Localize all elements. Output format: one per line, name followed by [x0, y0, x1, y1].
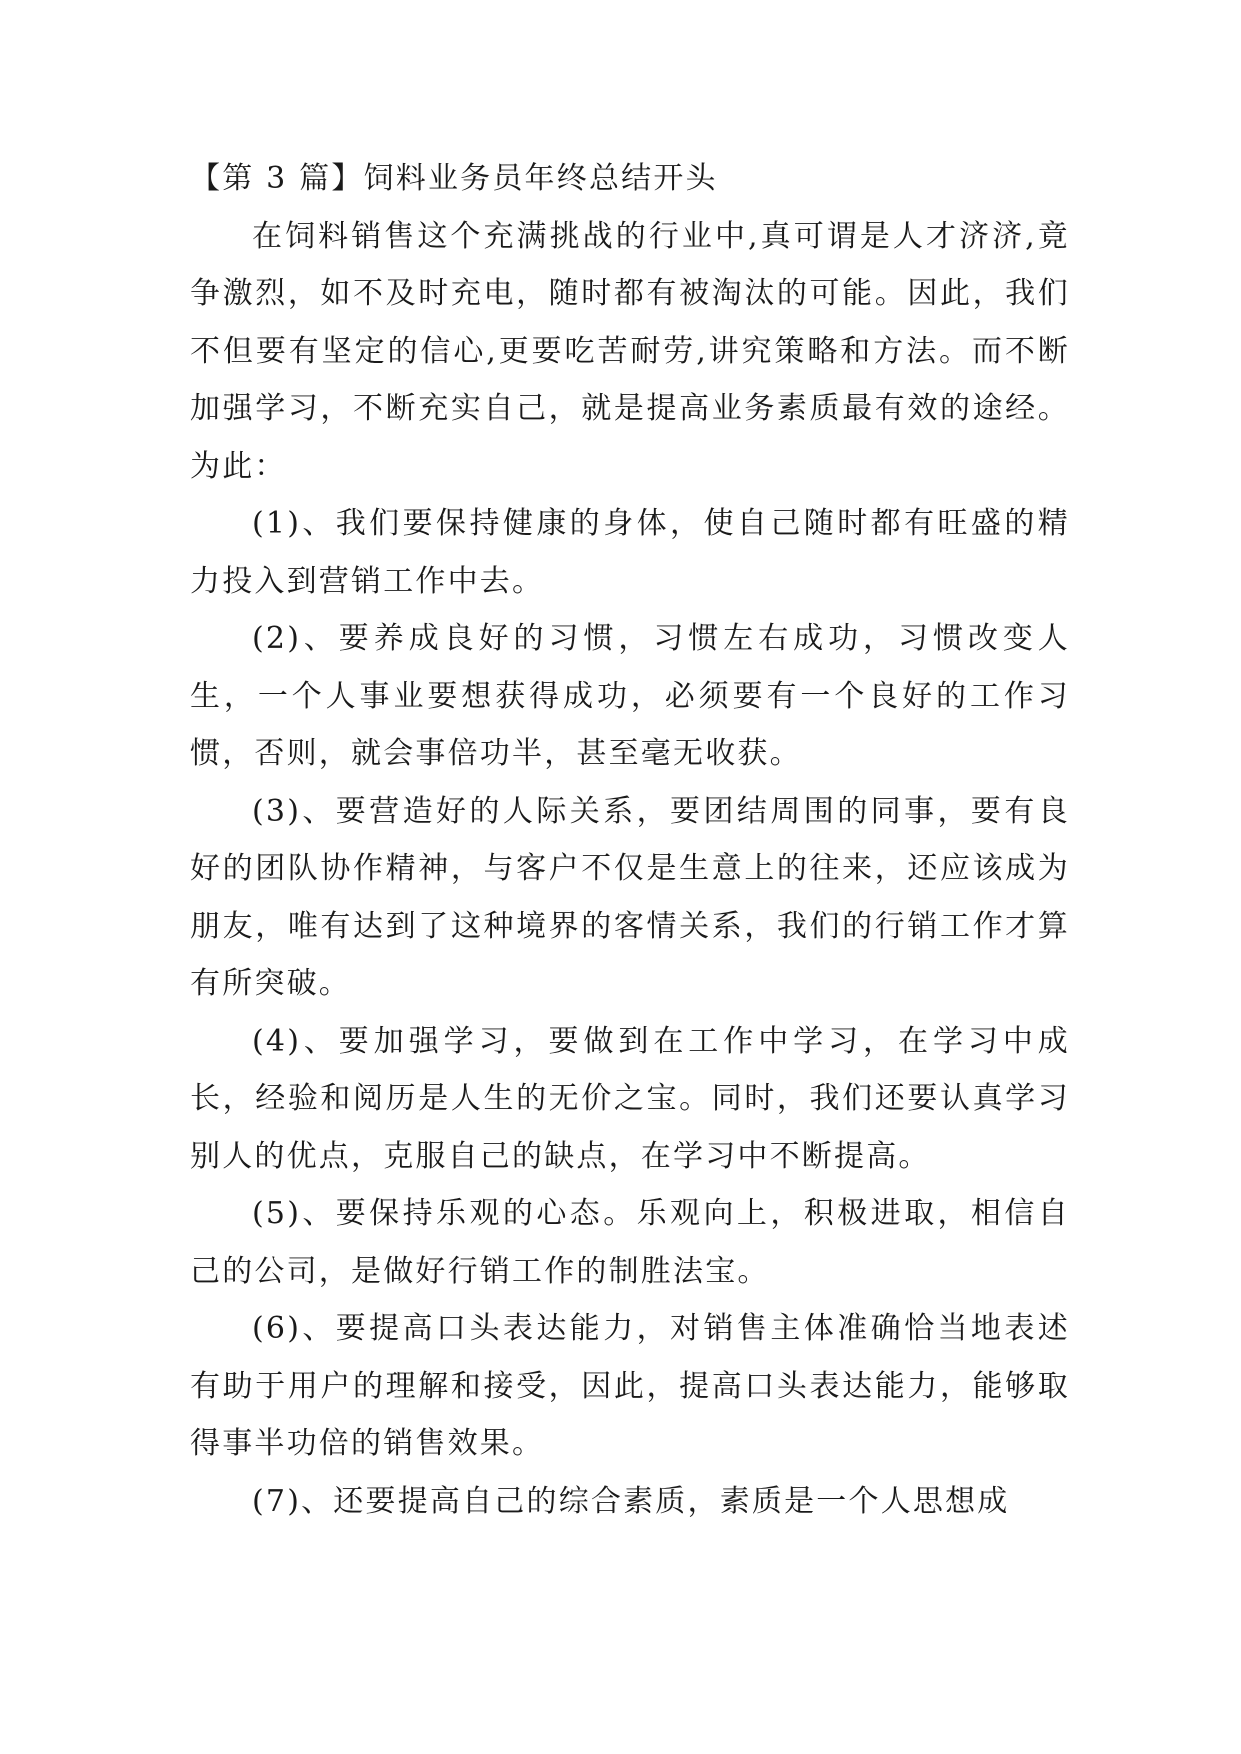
- document-title: 【第 3 篇】饲料业务员年终总结开头: [190, 161, 718, 196]
- document-body: [190, 150, 1070, 1530]
- paragraph-intro: 在饲料销售这个充满挑战的行业中,真可谓是人才济济,竟争激烈，如不及时充电，随时都有被淘汰的可能。因此，我们不但要有坚定的信心,更要吃苦耐劳,讲究策略和方法。而不断加强学习，不断充实自己，就是提高业务素质最有效的途经。为此：: [190, 218, 1070, 484]
- paragraph-point-6: (6)、要提高口头表达能力，对销售主体准确恰当地表述有助于用户的理解和接受，因此，提高口头表达能力，能够取得事半功倍的销售效果。: [190, 1311, 1070, 1461]
- paragraph-point-1: (1)、我们要保持健康的身体，使自己随时都有旺盛的精力投入到营销工作中去。: [190, 506, 1070, 599]
- paragraph-point-7: (7)、还要提高自己的综合素质，素质是一个人思想成: [252, 1483, 1010, 1519]
- paragraph-point-2: (2)、要养成良好的习惯，习惯左右成功，习惯改变人生，一个人事业要想获得成功，必须要有一个良好的工作习惯，否则，就会事倍功半，甚至毫无收获。: [190, 621, 1070, 771]
- paragraph-point-4: (4)、要加强学习，要做到在工作中学习，在学习中成长，经验和阅历是人生的无价之宝。同时，我们还要认真学习别人的优点，克服自己的缺点，在学习中不断提高。: [190, 1023, 1070, 1174]
- paragraph-point-5: (5)、要保持乐观的心态。乐观向上，积极进取，相信自己的公司，是做好行销工作的制胜法宝。: [190, 1196, 1070, 1289]
- paragraph-point-3: (3)、要营造好的人际关系，要团结周围的同事，要有良好的团队协作精神，与客户不仅是生意上的往来，还应该成为朋友，唯有达到了这种境界的客情关系，我们的行销工作才算有所突破。: [190, 793, 1070, 1001]
